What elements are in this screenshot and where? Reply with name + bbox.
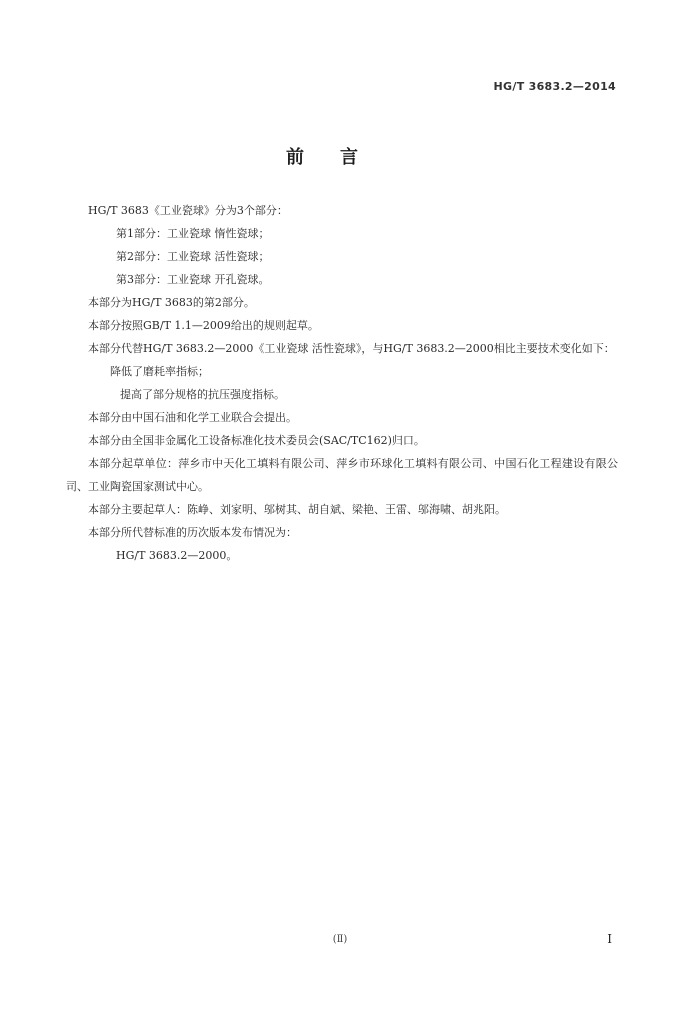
paragraph-drafters: 本部分主要起草人：陈峥、刘家明、邬树其、胡自斌、梁艳、王雷、邬海啸、胡兆阳。 [88,503,506,516]
change-item-2: 提高了部分规格的抗压强度指标。 [120,388,285,401]
footer-page-roman: (Ⅱ) [332,934,348,945]
change-item-1: 降低了磨耗率指标； [110,365,209,378]
paragraph-intro: HG/T 3683《工业瓷球》分为3个部分： [88,204,288,217]
page-title: 前言 [286,147,394,168]
paragraph-this-part: 本部分为HG/T 3683的第2部分。 [88,296,255,309]
list-item-part-1: 第1部分：工业瓷球 惰性瓷球； [116,227,270,240]
paragraph-history: 本部分所代替标准的历次版本发布情况为： [88,526,297,539]
history-item: HG/T 3683.2—2000。 [116,549,238,562]
paragraph-drafting-rules: 本部分按照GB/T 1.1—2009给出的规则起草。 [88,319,319,332]
foreword-body [66,199,618,567]
standard-code: HG/T 3683.2—2014 [493,80,616,93]
list-item-part-2: 第2部分：工业瓷球 活性瓷球； [116,250,270,263]
footer-page-number: I [607,932,612,946]
list-item-part-3: 第3部分：工业瓷球 开孔瓷球。 [116,273,270,286]
paragraph-centralized-by: 本部分由全国非金属化工设备标准化技术委员会(SAC/TC162)归口。 [88,434,425,447]
paragraph-drafting-units: 本部分起草单位：萍乡市中天化工填料有限公司、萍乡市环球化工填料有限公司、中国石化工程建设有限公司、工业陶瓷国家测试中心。 [66,457,618,493]
paragraph-proposed-by: 本部分由中国石油和化学工业联合会提出。 [88,411,297,424]
paragraph-replaces: 本部分代替HG/T 3683.2—2000《工业瓷球 活性瓷球》，与HG/T 3683.2—2000相比主要技术变化如下： [88,342,615,355]
